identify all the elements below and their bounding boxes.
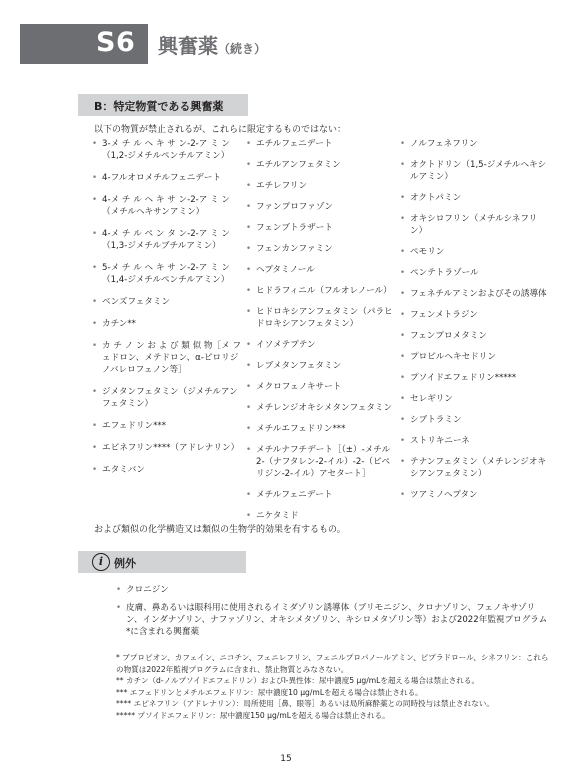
list-item: • ジメタンフェタミン（ジメチルアンフェタミン） — [92, 386, 242, 410]
list-item: • エピネフリン****（アドレナリン） — [92, 442, 242, 454]
list-item: • ノルフェネフリン — [400, 138, 550, 150]
list-item: • レブメタンフェタミン — [246, 360, 396, 372]
list-item: • フェンメトラジン — [400, 309, 550, 321]
list-item: • メチレンジオキシメタンフェタミン — [246, 402, 396, 414]
list-item: • エフェドリン*** — [92, 420, 242, 432]
substance-column-1 — [92, 138, 242, 486]
footnotes — [116, 652, 556, 722]
list-item: • メチルナフチデート［（±）-メチル2-（ナフタレン-2-イル）-2-（ピペリジン-2-イル）アセタート］ — [246, 444, 396, 480]
list-item: • カ チ ノ ン お よ び 類 似 物［メ フェドロン、メテドロン、α-ピロリジノバレロフェノン等］ — [92, 340, 242, 376]
similar-substances-note: および類似の化学構造又は類似の生物学的効果を有するもの。 — [94, 525, 346, 535]
page-header — [0, 24, 572, 64]
list-item: • メクロフェノキサート — [246, 381, 396, 393]
footnote: *** エフェドリンとメチルエフェドリン：尿中濃度10 μg/mLを超える場合は禁止される。 — [116, 687, 423, 697]
list-item: • エチルアンフェタミン — [246, 159, 396, 171]
section-title-text: 興奮薬 — [158, 34, 218, 58]
exceptions-heading: 例外 — [114, 557, 136, 570]
footnote: * ブプロピオン、カフェイン、ニコチン、フェニレフリン、フェニルプロパノールアミン、ピプラドロール、シネフリン：これらの物質は2022年監視プログラムに含まれ、禁止物質とみなさない。 — [116, 653, 549, 674]
list-item: • フェンプロメタミン — [400, 330, 550, 342]
list-item: • オクトドリン（1,5-ジメチルヘキシルアミン） — [400, 159, 550, 183]
list-item: • ベンズフェタミン — [92, 296, 242, 308]
page-number: 15 — [280, 754, 292, 764]
substance-column-2 — [246, 138, 396, 531]
list-item: • クロニジン — [116, 584, 548, 596]
list-item: • ペンテトラゾール — [400, 267, 550, 279]
list-item: • イソメテプテン — [246, 339, 396, 351]
substance-column-3 — [400, 138, 550, 510]
list-item: • ペモリン — [400, 246, 550, 258]
list-item: • ツアミノヘプタン — [400, 489, 550, 501]
list-item: • 3-メ チ ル ヘ キ サ ン-2-ア ミ ン（1,2-ジメチルペンチルアミン） — [92, 138, 242, 162]
list-item: • フェンブトラザート — [246, 222, 396, 234]
list-item: • 5-メ チ ル ヘ キ サ ン-2-ア ミ ン（1,4-ジメチルペンチルアミン） — [92, 262, 242, 286]
exceptions-list — [116, 584, 548, 644]
list-item: • エタミバン — [92, 464, 242, 476]
footnote: **** エピネフリン（アドレナリン）：局所使用［鼻、眼等］あるいは局所麻酔薬との同時投与は禁止されない。 — [116, 699, 494, 709]
footnote: ***** プソイドエフェドリン：尿中濃度150 μg/mLを超える場合は禁止される。 — [116, 710, 390, 720]
list-item: • エチルフェニデート — [246, 138, 396, 150]
section-title-continued: （続き） — [218, 42, 267, 56]
list-item: • 4-メ チ ル ペ ン タ ン-2-ア ミ ン（1,3-ジメチルブチルアミン） — [92, 228, 242, 252]
list-item: • プロピルヘキセドリン — [400, 351, 550, 363]
list-item: • ヒドラフィニル（フルオレノール） — [246, 285, 396, 297]
list-item: • ファンプロファゾン — [246, 201, 396, 213]
list-item: • フェンカンファミン — [246, 243, 396, 255]
section-code: S6 — [96, 27, 136, 58]
info-icon: i — [92, 553, 110, 571]
list-item: • エチレフリン — [246, 180, 396, 192]
section-title — [158, 30, 266, 59]
list-item: • メチルフェニデート — [246, 489, 396, 501]
footnote: ** カチン（d-ノルプソイドエフェドリン）およびl-異性体：尿中濃度5 μg/mLを超える場合は禁止される。 — [116, 676, 480, 686]
list-item: • メチルエフェドリン*** — [246, 423, 396, 435]
list-item: • ストリキニーネ — [400, 435, 550, 447]
list-item: • セレギリン — [400, 393, 550, 405]
list-item: • シブトラミン — [400, 414, 550, 426]
list-item: • オキシロフリン（メチルシネフリン） — [400, 213, 550, 237]
list-item: • オクトパミン — [400, 192, 550, 204]
list-item: • ヘプタミノール — [246, 264, 396, 276]
list-item: • カチン** — [92, 318, 242, 330]
list-item: • テナンフェタミン（メチレンジオキシアンフェタミン） — [400, 456, 550, 480]
list-item: • ヒドロキシアンフェタミン（パラヒドロキシアンフェタミン） — [246, 306, 396, 330]
list-item: • 4-フルオロメチルフェニデート — [92, 172, 242, 184]
list-item: • 4-メ チ ル ヘ キ サ ン-2-ア ミ ン（メチルヘキサンアミン） — [92, 194, 242, 218]
list-item: • ニケタミド — [246, 510, 396, 522]
section-b-intro: 以下の物質が禁止されるが、これらに限定するものではない： — [94, 125, 347, 135]
list-item: • フェネチルアミンおよびその誘導体 — [400, 288, 550, 300]
list-item: • プソイドエフェドリン***** — [400, 372, 550, 384]
section-b-heading: B：特定物質である興奮薬 — [94, 100, 224, 113]
list-item: • 皮膚、鼻あるいは眼科用に使用されるイミダゾリン誘導体（ブリモニジン、クロナゾリン、フェノキサゾリン、インダナゾリン、ナファゾリン、オキシメタゾリン、キシロメタゾリン等）および2022年監視プログラム*に含まれる興奮薬 — [116, 602, 548, 638]
